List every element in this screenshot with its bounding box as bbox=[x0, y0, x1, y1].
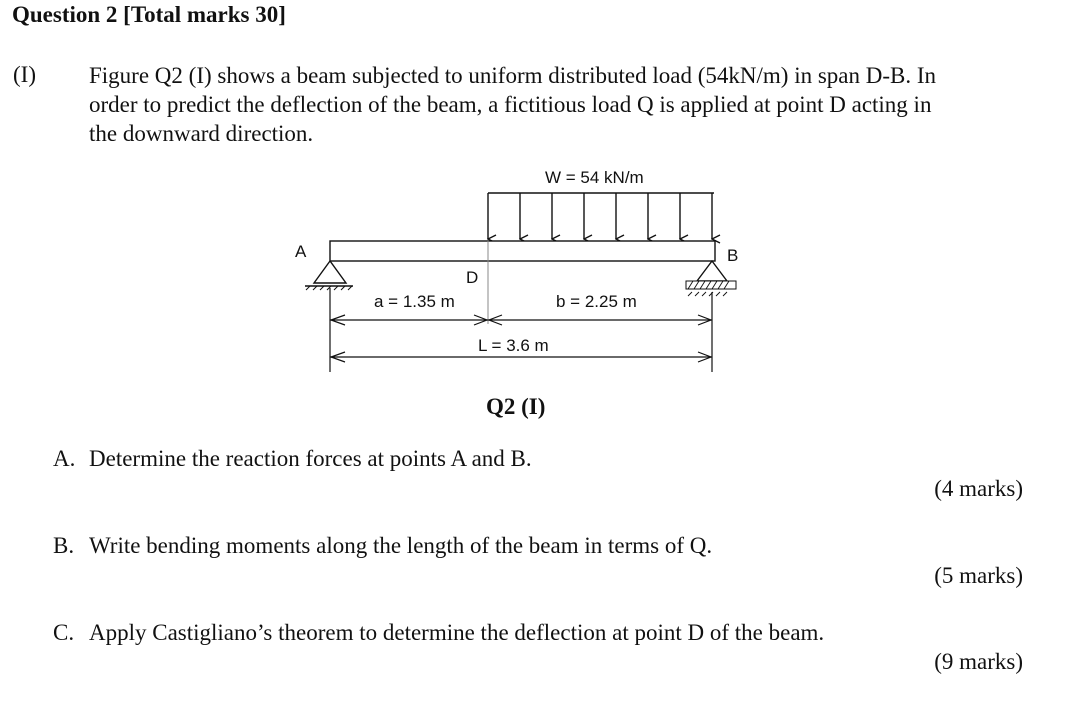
load-label: W = 54 kN/m bbox=[545, 168, 644, 187]
label-a: A bbox=[295, 242, 307, 261]
beam bbox=[330, 241, 715, 261]
subquestion-c-text: Apply Castigliano’s theorem to determine the deflection at point D of the beam. bbox=[89, 620, 825, 645]
subquestion-b-letter: B. bbox=[53, 533, 75, 558]
dim-l-label: L = 3.6 m bbox=[478, 336, 549, 355]
support-a bbox=[305, 261, 353, 290]
part-label: (I) bbox=[13, 62, 36, 87]
dim-b-label: b = 2.25 m bbox=[556, 292, 637, 311]
label-d: D bbox=[466, 268, 479, 287]
label-b: B bbox=[727, 246, 739, 265]
intro-line-2: order to predict the deflection of the beam, a fictitious load Q is applied at point D acting in bbox=[89, 92, 932, 117]
support-b bbox=[686, 261, 736, 296]
dim-a-line bbox=[330, 315, 488, 325]
subquestion-a-text: Determine the reaction forces at points A and B. bbox=[89, 446, 532, 471]
subquestion-a-marks: (4 marks) bbox=[934, 476, 1023, 501]
subquestion-b-marks: (5 marks) bbox=[934, 563, 1023, 588]
distributed-load bbox=[488, 193, 714, 239]
question-heading: Question 2 [Total marks 30] bbox=[12, 2, 286, 27]
figure-caption: Q2 (I) bbox=[486, 394, 546, 419]
subquestion-c-marks: (9 marks) bbox=[934, 649, 1023, 674]
dim-a-label: a = 1.35 m bbox=[374, 292, 455, 311]
subquestion-b-text: Write bending moments along the length of the beam in terms of Q. bbox=[89, 533, 713, 558]
dim-b-line bbox=[488, 315, 712, 325]
intro-line-1: Figure Q2 (I) shows a beam subjected to uniform distributed load (54kN/m) in span D-B. In bbox=[89, 63, 937, 88]
subquestion-c-letter: C. bbox=[53, 620, 75, 645]
intro-line-3: the downward direction. bbox=[89, 121, 314, 146]
subquestion-a-letter: A. bbox=[53, 446, 76, 471]
